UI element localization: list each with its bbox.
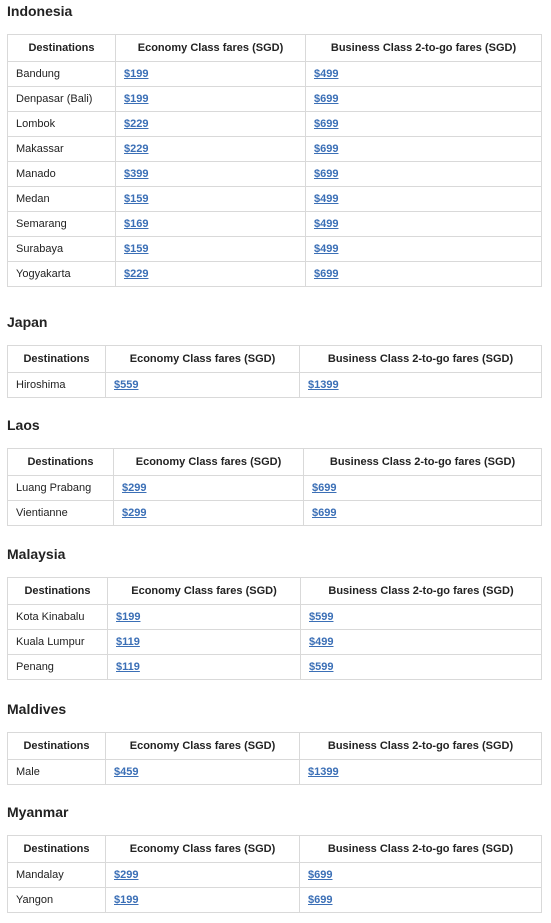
business-fare-cell (306, 112, 542, 137)
table-row (8, 630, 542, 655)
destination-name: Vientianne (8, 501, 114, 526)
table-row (8, 212, 542, 237)
economy-fare-link[interactable]: $169 (124, 218, 149, 230)
economy-fare-link[interactable]: $199 (116, 611, 141, 623)
header-economy-fares: Economy Class fares (SGD) (116, 35, 306, 62)
table-row (8, 760, 542, 785)
economy-fare-link[interactable]: $299 (122, 507, 147, 519)
destination-name: Denpasar (Bali) (8, 87, 116, 112)
destination-name: Surabaya (8, 237, 116, 262)
business-fare-cell (306, 87, 542, 112)
business-fare-cell (304, 476, 542, 501)
table-row (8, 162, 542, 187)
economy-fare-link[interactable]: $119 (116, 661, 140, 673)
economy-fare-link[interactable]: $399 (124, 168, 149, 180)
economy-fare-cell (108, 605, 301, 630)
table-row (8, 112, 542, 137)
destination-name: Medan (8, 187, 116, 212)
table-row (8, 863, 542, 888)
destination-name: Semarang (8, 212, 116, 237)
fares-table-wrapper (7, 835, 542, 913)
destination-name: Kota Kinabalu (8, 605, 108, 630)
business-fare-link[interactable]: $699 (314, 118, 339, 130)
country-title: Myanmar (7, 804, 69, 820)
country-title: Laos (7, 417, 40, 433)
header-destinations: Destinations (8, 449, 114, 476)
economy-fare-cell (114, 476, 304, 501)
destination-name: Luang Prabang (8, 476, 114, 501)
destination-name: Makassar (8, 137, 116, 162)
table-row (8, 605, 542, 630)
fares-table (7, 448, 542, 526)
economy-fare-cell (106, 373, 300, 398)
header-business-fares: Business Class 2-to-go fares (SGD) (300, 346, 542, 373)
business-fare-link[interactable]: $499 (314, 68, 339, 80)
table-row (8, 137, 542, 162)
economy-fare-cell (106, 863, 300, 888)
business-fare-link[interactable]: $1399 (308, 379, 339, 391)
business-fare-link[interactable]: $699 (312, 482, 337, 494)
header-business-fares: Business Class 2-to-go fares (SGD) (304, 449, 542, 476)
fares-table (7, 34, 542, 287)
table-header-row (8, 346, 542, 373)
economy-fare-cell (108, 630, 301, 655)
business-fare-link[interactable]: $1399 (308, 766, 339, 778)
header-destinations: Destinations (8, 346, 106, 373)
economy-fare-link[interactable]: $199 (124, 93, 149, 105)
business-fare-cell (306, 262, 542, 287)
economy-fare-link[interactable]: $229 (124, 268, 149, 280)
business-fare-link[interactable]: $699 (308, 894, 333, 906)
business-fare-link[interactable]: $699 (314, 168, 339, 180)
economy-fare-link[interactable]: $559 (114, 379, 139, 391)
business-fare-link[interactable]: $699 (308, 869, 333, 881)
fares-table-wrapper (7, 345, 542, 398)
destination-name: Penang (8, 655, 108, 680)
business-fare-cell (301, 605, 542, 630)
economy-fare-cell (116, 262, 306, 287)
destination-name: Hiroshima (8, 373, 106, 398)
economy-fare-link[interactable]: $199 (114, 894, 139, 906)
business-fare-cell (306, 162, 542, 187)
table-row (8, 62, 542, 87)
business-fare-cell (306, 237, 542, 262)
header-destinations: Destinations (8, 35, 116, 62)
header-destinations: Destinations (8, 578, 108, 605)
economy-fare-link[interactable]: $159 (124, 193, 149, 205)
fares-table (7, 835, 542, 913)
economy-fare-link[interactable]: $199 (124, 68, 149, 80)
business-fare-cell (306, 187, 542, 212)
business-fare-link[interactable]: $699 (314, 268, 339, 280)
country-title: Malaysia (7, 546, 66, 562)
economy-fare-cell (116, 62, 306, 87)
table-header-row (8, 35, 542, 62)
economy-fare-link[interactable]: $159 (124, 243, 149, 255)
business-fare-cell (306, 212, 542, 237)
country-title: Japan (7, 314, 48, 330)
table-row (8, 655, 542, 680)
economy-fare-link[interactable]: $229 (124, 118, 149, 130)
economy-fare-cell (116, 162, 306, 187)
economy-fare-cell (106, 888, 300, 913)
header-economy-fares: Economy Class fares (SGD) (106, 346, 300, 373)
table-row (8, 262, 542, 287)
destination-name: Bandung (8, 62, 116, 87)
business-fare-link[interactable]: $499 (314, 193, 339, 205)
header-business-fares: Business Class 2-to-go fares (SGD) (306, 35, 542, 62)
business-fare-link[interactable]: $599 (309, 661, 334, 673)
fares-table (7, 732, 542, 785)
economy-fare-cell (114, 501, 304, 526)
business-fare-link[interactable]: $599 (309, 611, 334, 623)
economy-fare-cell (116, 87, 306, 112)
table-row (8, 501, 542, 526)
business-fare-cell (301, 655, 542, 680)
economy-fare-cell (116, 137, 306, 162)
economy-fare-cell (116, 212, 306, 237)
economy-fare-cell (116, 112, 306, 137)
economy-fare-cell (106, 760, 300, 785)
business-fare-cell (306, 137, 542, 162)
business-fare-cell (300, 760, 542, 785)
country-title: Maldives (7, 701, 67, 717)
business-fare-cell (306, 62, 542, 87)
economy-fare-link[interactable]: $459 (114, 766, 139, 778)
business-fare-link[interactable]: $699 (314, 93, 339, 105)
destination-name: Lombok (8, 112, 116, 137)
table-row (8, 87, 542, 112)
economy-fare-link[interactable]: $299 (122, 482, 147, 494)
destination-name: Male (8, 760, 106, 785)
destination-name: Yogyakarta (8, 262, 116, 287)
business-fare-cell (300, 863, 542, 888)
economy-fare-link[interactable]: $119 (116, 636, 140, 648)
fares-table-wrapper (7, 577, 542, 680)
business-fare-cell (300, 888, 542, 913)
fares-table-wrapper (7, 448, 542, 526)
table-row (8, 237, 542, 262)
economy-fare-cell (108, 655, 301, 680)
header-economy-fares: Economy Class fares (SGD) (106, 733, 300, 760)
business-fare-cell (300, 373, 542, 398)
header-business-fares: Business Class 2-to-go fares (SGD) (300, 733, 542, 760)
economy-fare-link[interactable]: $229 (124, 143, 149, 155)
destination-name: Kuala Lumpur (8, 630, 108, 655)
business-fare-link[interactable]: $499 (314, 218, 339, 230)
table-header-row (8, 578, 542, 605)
business-fare-link[interactable]: $699 (314, 143, 339, 155)
business-fare-cell (301, 630, 542, 655)
table-row (8, 373, 542, 398)
destination-name: Yangon (8, 888, 106, 913)
header-business-fares: Business Class 2-to-go fares (SGD) (301, 578, 542, 605)
destination-name: Mandalay (8, 863, 106, 888)
economy-fare-cell (116, 187, 306, 212)
header-economy-fares: Economy Class fares (SGD) (114, 449, 304, 476)
fares-table (7, 345, 542, 398)
table-header-row (8, 449, 542, 476)
table-row (8, 476, 542, 501)
header-economy-fares: Economy Class fares (SGD) (106, 836, 300, 863)
business-fare-link[interactable]: $499 (309, 636, 334, 648)
header-destinations: Destinations (8, 733, 106, 760)
business-fare-cell (304, 501, 542, 526)
fares-table-wrapper (7, 34, 542, 287)
country-title: Indonesia (7, 3, 73, 19)
table-row (8, 187, 542, 212)
table-header-row (8, 733, 542, 760)
table-row (8, 888, 542, 913)
fares-table-wrapper (7, 732, 542, 785)
economy-fare-link[interactable]: $299 (114, 869, 139, 881)
header-destinations: Destinations (8, 836, 106, 863)
header-economy-fares: Economy Class fares (SGD) (108, 578, 301, 605)
economy-fare-cell (116, 237, 306, 262)
business-fare-link[interactable]: $699 (312, 507, 337, 519)
business-fare-link[interactable]: $499 (314, 243, 339, 255)
destination-name: Manado (8, 162, 116, 187)
fares-table (7, 577, 542, 680)
header-business-fares: Business Class 2-to-go fares (SGD) (300, 836, 542, 863)
table-header-row (8, 836, 542, 863)
